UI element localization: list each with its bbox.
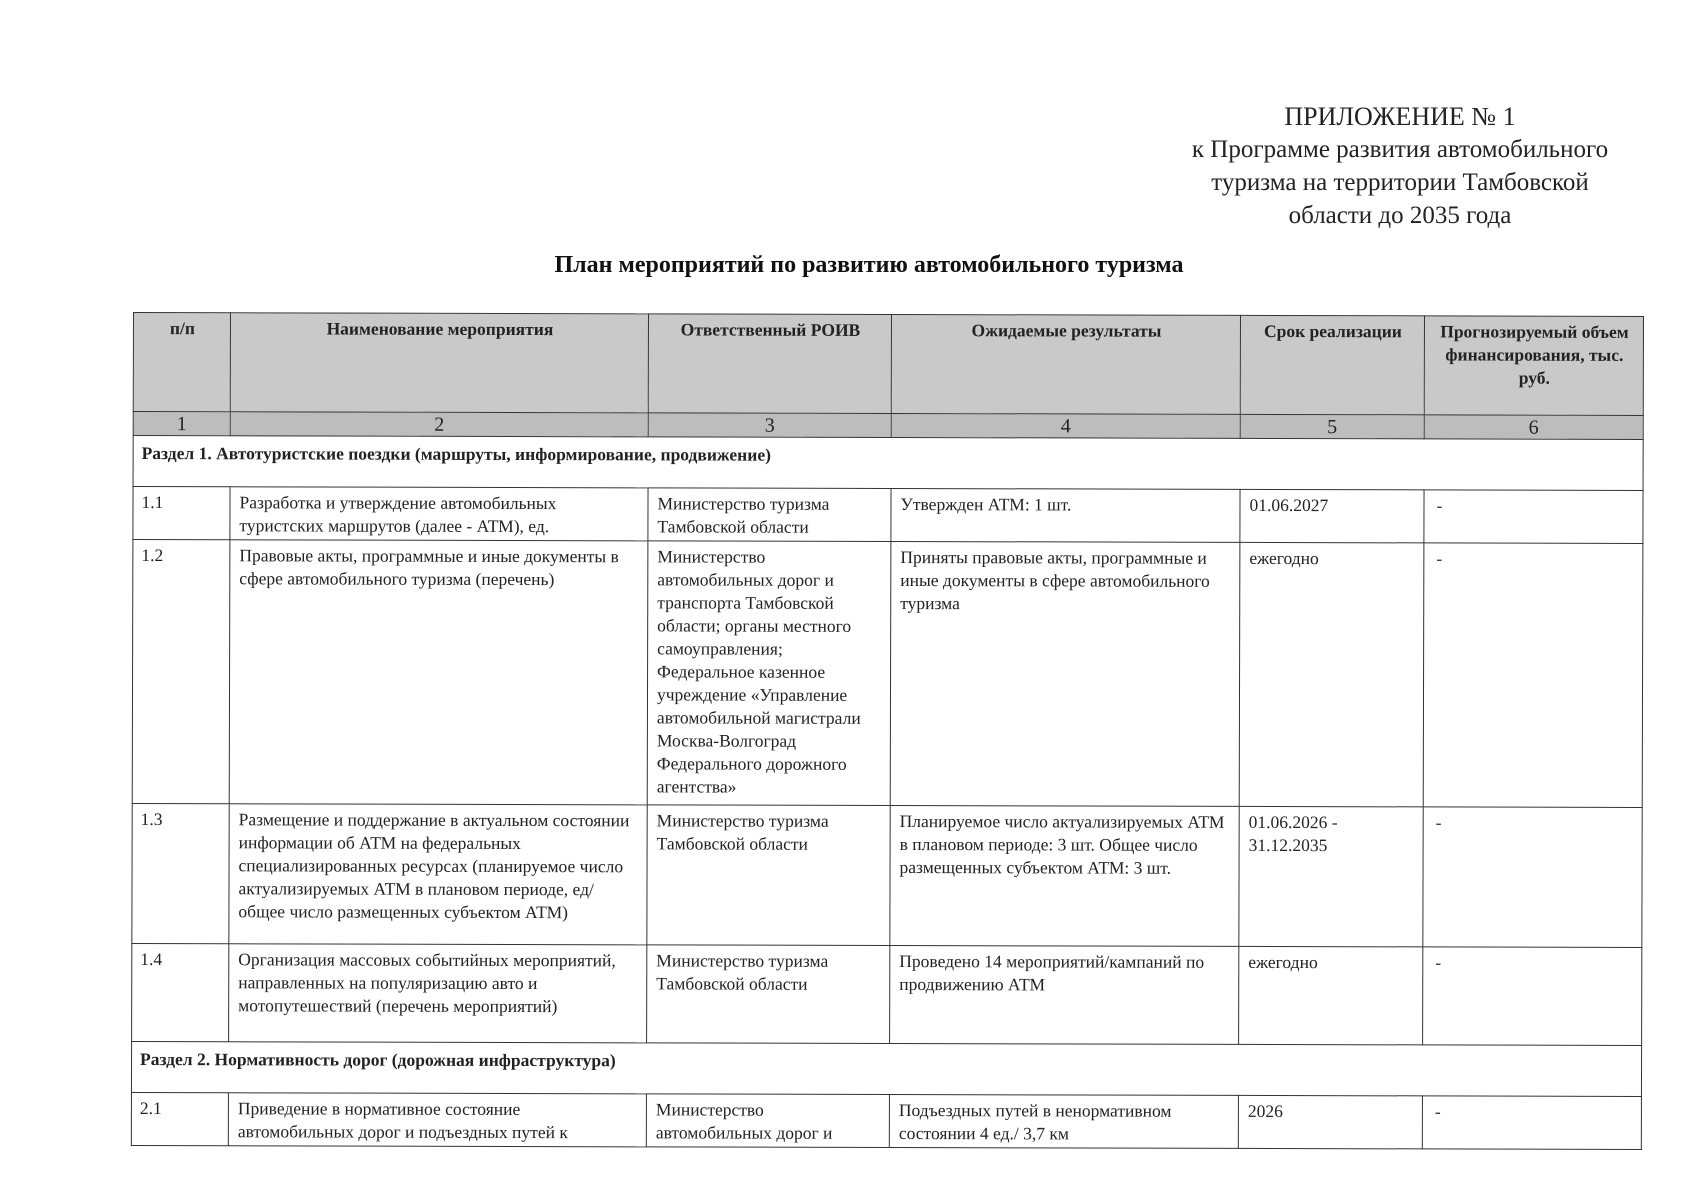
row-name: Организация массовых событийных мероприятий, направленных на популяризацию авто и мотопутешествий (перечень мероприятий) <box>229 944 647 1043</box>
row-results: Утвержден АТМ: 1 шт. <box>891 488 1240 542</box>
table-row <box>132 803 1642 947</box>
row-number: 1.1 <box>133 487 230 540</box>
section-row <box>133 436 1643 491</box>
row-name: Размещение и поддержание в актуальном состоянии информации об АТМ на федеральных специализированных ресурсах (планируемое число актуализируемых АТМ в плановом периоде, ед/общее число размещенных субъектом АТМ) <box>229 804 647 945</box>
row-term: ежегодно <box>1239 946 1423 1044</box>
row-number: 1.4 <box>132 943 229 1041</box>
row-funding: - <box>1423 807 1642 948</box>
header-name: Наименование мероприятия <box>230 313 648 413</box>
row-results: Планируемое число актуализируемых АТМ в плановом периоде: 3 шт. Общее число размещенных субъектом АТМ: 3 шт. <box>890 805 1239 946</box>
row-responsible: Министерство автомобильных дорог и <box>646 1094 889 1148</box>
row-responsible: Министерство автомобильных дорог и транспорта Тамбовской области; органы местного самоуправления; Федеральное казенное учреждение «Управление автомобильной магистрали Москва-Волгоград Федерального дорожного агентства» <box>647 541 891 806</box>
row-responsible: Министерство туризма Тамбовской области <box>647 945 890 1044</box>
header-responsible: Ответственный РОИВ <box>648 314 891 414</box>
row-number: 1.2 <box>132 540 230 804</box>
table-row <box>131 1092 1641 1149</box>
appendix-title: ПРИЛОЖЕНИЕ № 1 <box>1284 102 1516 131</box>
section-title: Раздел 1. Автотуристские поездки (маршруты, информирование, продвижение) <box>133 436 1643 491</box>
table-row <box>132 540 1643 808</box>
row-results: Проведено 14 мероприятий/кампаний по продвижению АТМ <box>890 945 1239 1044</box>
row-responsible: Министерство туризма Тамбовской области <box>647 805 890 946</box>
document-title: План мероприятий по развитию автомобильного туризма <box>554 252 1184 278</box>
row-funding: - <box>1424 490 1643 544</box>
row-number: 1.3 <box>132 803 229 943</box>
row-funding: - <box>1422 1096 1641 1150</box>
row-name: Приведение в нормативное состояние автомобильных дорог и подъездных путей к <box>228 1093 646 1147</box>
row-number: 2.1 <box>131 1092 228 1145</box>
row-funding: - <box>1423 543 1643 808</box>
table-header-row <box>133 313 1643 416</box>
column-number: 2 <box>230 412 648 437</box>
table-row <box>132 943 1642 1045</box>
header-funding: Прогнозируемый объем финансирования, тыс. руб. <box>1424 316 1643 416</box>
column-number: 5 <box>1240 414 1424 438</box>
row-name: Разработка и утверждение автомобильных туристских маршрутов (далее - АТМ), ед. <box>230 487 648 541</box>
row-results: Приняты правовые акты, программные и иные документы в сфере автомобильного туризма <box>890 541 1240 806</box>
column-number: 6 <box>1424 415 1643 440</box>
header-number: п/п <box>133 313 230 412</box>
section-title: Раздел 2. Нормативность дорог (дорожная инфраструктура) <box>131 1041 1641 1096</box>
column-number: 1 <box>133 412 230 436</box>
row-term: 01.06.2026 - 31.12.2035 <box>1239 806 1423 946</box>
appendix-header <box>1140 100 1660 232</box>
header-results: Ожидаемые результаты <box>891 314 1240 414</box>
row-name: Правовые акты, программные и иные документы в сфере автомобильного туризма (перечень) <box>229 540 648 805</box>
section-row <box>131 1041 1641 1096</box>
row-term: ежегодно <box>1239 542 1424 806</box>
appendix-line-3: области до 2035 года <box>1288 202 1512 229</box>
row-responsible: Министерство туризма Тамбовской области <box>648 488 891 542</box>
appendix-line-1: к Программе развития автомобильного <box>1191 136 1609 163</box>
table-row <box>133 487 1643 544</box>
action-plan-table <box>131 312 1644 1150</box>
row-term: 01.06.2027 <box>1240 489 1424 542</box>
row-funding: - <box>1423 947 1642 1046</box>
header-term: Срок реализации <box>1240 315 1424 414</box>
column-number: 4 <box>891 413 1240 438</box>
column-number: 3 <box>648 413 891 438</box>
row-term: 2026 <box>1238 1095 1422 1148</box>
row-results: Подъездных путей в ненормативном состоянии 4 ед./ 3,7 км <box>889 1094 1238 1148</box>
appendix-line-2: туризма на территории Тамбовской <box>1211 169 1589 196</box>
